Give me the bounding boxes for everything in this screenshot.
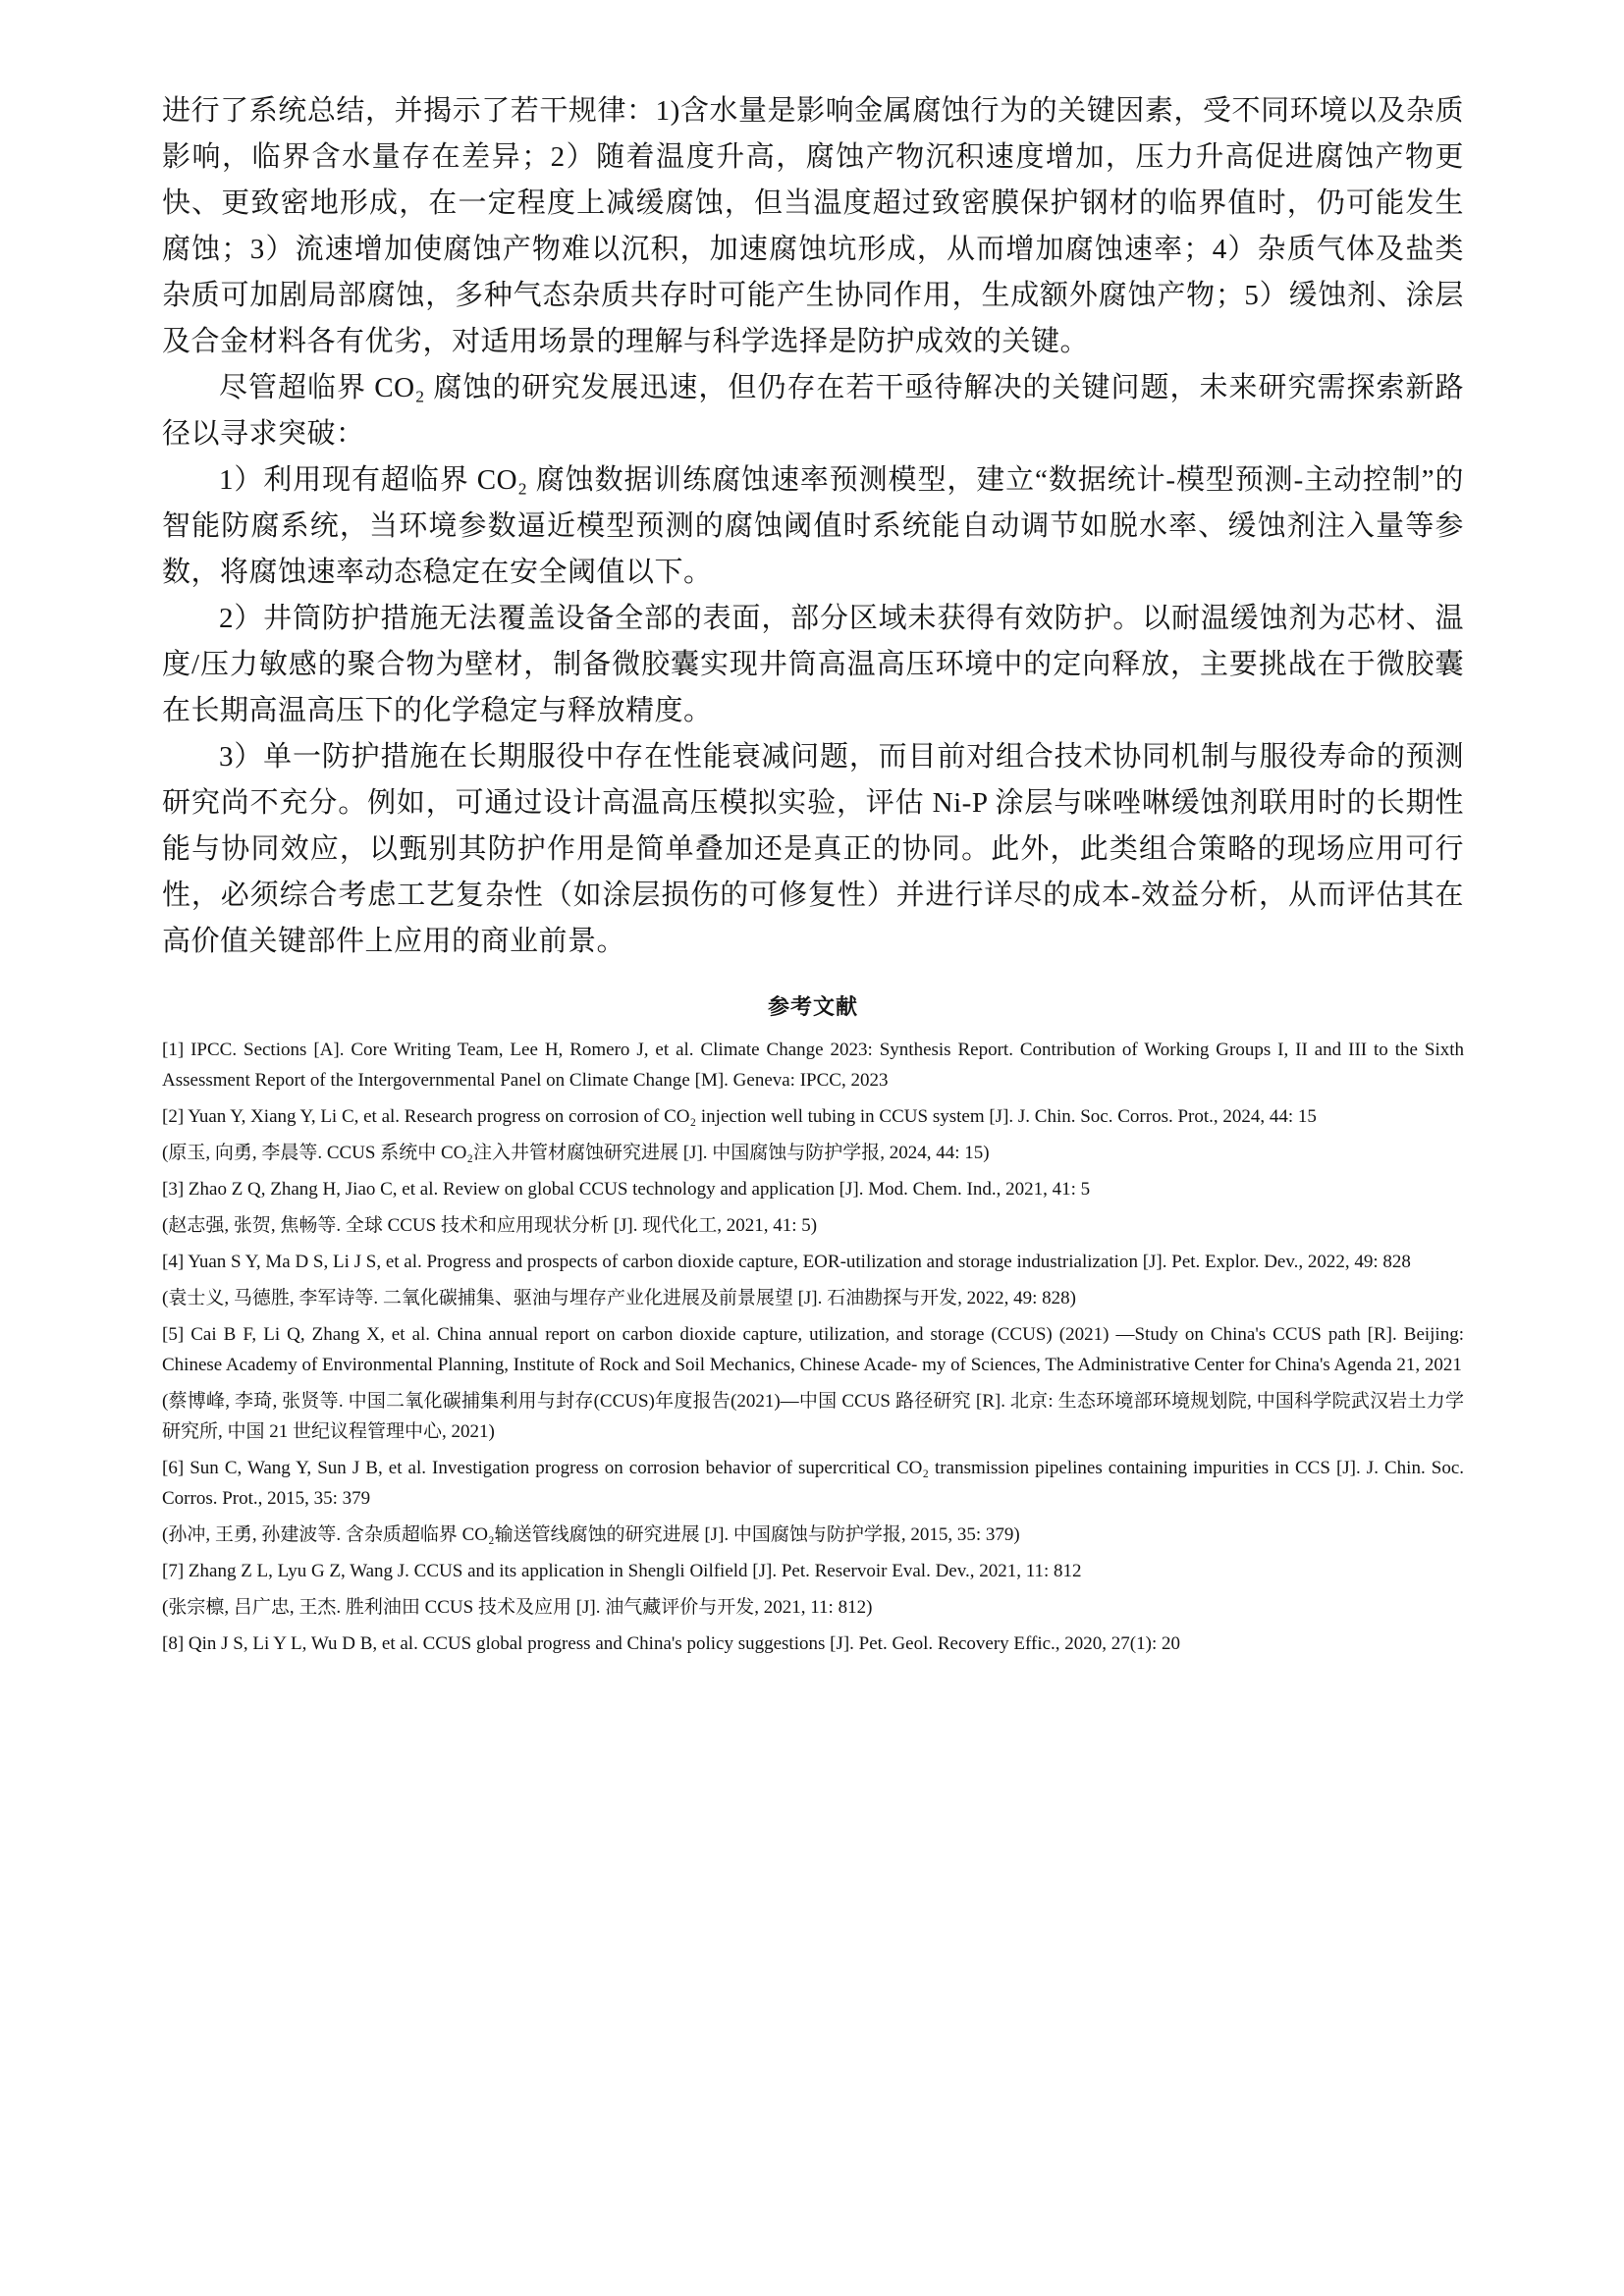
reference-entry-5-zh: (蔡博峰, 李琦, 张贤等. 中国二氧化碳捕集利用与封存(CCUS)年度报告(2021)—中国 CCUS 路径研究 [R]. 北京: 生态环境部环境规划院, 中国科学院武汉岩土力学研究所, 中国 21 世纪议程管理中心, 2021) bbox=[162, 1391, 1464, 1442]
body-paragraph-4: 2）井筒防护措施无法覆盖设备全部的表面，部分区域未获得有效防护。以耐温缓蚀剂为芯材、温度/压力敏感的聚合物为壁材，制备微胶囊实现井筒高温高压环境中的定向释放，主要挑战在于微胶囊在长期高温高压下的化学稳定与释放精度。 bbox=[162, 603, 1464, 726]
reference-entry-6-zh: (孙冲, 王勇, 孙建波等. 含杂质超临界 CO₂输送管线腐蚀的研究进展 [J]. 中国腐蚀与防护学报, 2015, 35: 379) bbox=[162, 1524, 1020, 1545]
body-text bbox=[162, 88, 1464, 965]
reference-entry-6: [6] Sun C, Wang Y, Sun J B, et al. Investigation progress on corrosion behavior of supercritical CO₂ transmission pipelines containing impurities in CCS [J]. J. Chin. Soc. Corros. Prot., 2015, 35: 379 bbox=[162, 1458, 1464, 1509]
reference-entry-7: [7] Zhang Z L, Lyu G Z, Wang J. CCUS and its application in Shengli Oilfield [J]. Pet. Reservoir Eval. Dev., 2021, 11: 812 bbox=[162, 1561, 1082, 1581]
reference-entry-5: [5] Cai B F, Li Q, Zhang X, et al. China annual report on carbon dioxide capture, utilization, and storage (CCUS) (2021) —Study on China's CCUS path [R]. Beijing: Chinese Academy of Environmental Planning, Institute of Rock and Soil Mechanics, Chinese Acade- my of Sciences, The Administrative Center for China's Agenda 21, 2021 bbox=[162, 1324, 1464, 1375]
body-paragraph-5: 3）单一防护措施在长期服役中存在性能衰减问题，而目前对组合技术协同机制与服役寿命的预测研究尚不充分。例如，可通过设计高温高压模拟实验，评估 Ni-P 涂层与咪唑啉缓蚀剂联用时的长期性能与协同效应，以甄别其防护作用是简单叠加还是真正的协同。此外，此类组合策略的现场应用可行性，必须综合考虑工艺复杂性（如涂层损伤的可修复性）并进行详尽的成本-效益分析，从而评估其在高价值关键部件上应用的商业前景。 bbox=[162, 741, 1464, 957]
reference-entry-7-zh: (张宗檩, 吕广忠, 王杰. 胜利油田 CCUS 技术及应用 [J]. 油气藏评价与开发, 2021, 11: 812) bbox=[162, 1597, 873, 1618]
reference-entry-1: [1] IPCC. Sections [A]. Core Writing Team, Lee H, Romero J, et al. Climate Change 2023: Synthesis Report. Contribution of Working Groups I, II and III to the Sixth Assessment Report of the Intergovernmental Panel on Climate Change [M]. Geneva: IPCC, 2023 bbox=[162, 1040, 1464, 1091]
references-list bbox=[162, 1035, 1464, 1659]
body-paragraph-3: 1）利用现有超临界 CO₂ 腐蚀数据训练腐蚀速率预测模型，建立“数据统计-模型预测-主动控制”的智能防腐系统，当环境参数逼近模型预测的腐蚀阈值时系统能自动调节如脱水率、缓蚀剂注入量等参数，将腐蚀速率动态稳定在安全阈值以下。 bbox=[162, 464, 1464, 588]
body-paragraph-2: 尽管超临界 CO₂ 腐蚀的研究发展迅速，但仍存在若干亟待解决的关键问题，未来研究需探索新路径以寻求突破： bbox=[162, 372, 1464, 450]
body-paragraph-1: 进行了系统总结，并揭示了若干规律：1)含水量是影响金属腐蚀行为的关键因素，受不同环境以及杂质影响，临界含水量存在差异；2）随着温度升高，腐蚀产物沉积速度增加，压力升高促进腐蚀产物更快、更致密地形成，在一定程度上减缓腐蚀，但当温度超过致密膜保护钢材的临界值时，仍可能发生腐蚀；3）流速增加使腐蚀产物难以沉积，加速腐蚀坑形成，从而增加腐蚀速率；4）杂质气体及盐类杂质可加剧局部腐蚀，多种气态杂质共存时可能产生协同作用，生成额外腐蚀产物；5）缓蚀剂、涂层及合金材料各有优劣，对适用场景的理解与科学选择是防护成效的关键。 bbox=[162, 95, 1464, 357]
reference-entry-4-zh: (袁士义, 马德胜, 李军诗等. 二氧化碳捕集、驱油与埋存产业化进展及前景展望 [J]. 石油勘探与开发, 2022, 49: 828) bbox=[162, 1288, 1076, 1308]
reference-entry-3-zh: (赵志强, 张贺, 焦畅等. 全球 CCUS 技术和应用现状分析 [J]. 现代化工, 2021, 41: 5) bbox=[162, 1215, 818, 1236]
page-content bbox=[162, 88, 1464, 1665]
references-heading: 参考文献 bbox=[767, 994, 858, 1019]
reference-entry-8: [8] Qin J S, Li Y L, Wu D B, et al. CCUS global progress and China's policy suggestions [J]. Pet. Geol. Recovery Effic., 2020, 27(1): 20 bbox=[162, 1633, 1180, 1654]
reference-entry-2: [2] Yuan Y, Xiang Y, Li C, et al. Research progress on corrosion of CO₂ injection well tubing in CCUS system [J]. J. Chin. Soc. Corros. Prot., 2024, 44: 15 bbox=[162, 1106, 1317, 1127]
reference-entry-3: [3] Zhao Z Q, Zhang H, Jiao C, et al. Review on global CCUS technology and application [J]. Mod. Chem. Ind., 2021, 41: 5 bbox=[162, 1179, 1091, 1200]
reference-entry-2-zh: (原玉, 向勇, 李晨等. CCUS 系统中 CO₂注入井管材腐蚀研究进展 [J]. 中国腐蚀与防护学报, 2024, 44: 15) bbox=[162, 1143, 990, 1163]
reference-entry-4: [4] Yuan S Y, Ma D S, Li J S, et al. Progress and prospects of carbon dioxide capture, EOR-utilization and storage industrialization [J]. Pet. Explor. Dev., 2022, 49: 828 bbox=[162, 1252, 1411, 1272]
